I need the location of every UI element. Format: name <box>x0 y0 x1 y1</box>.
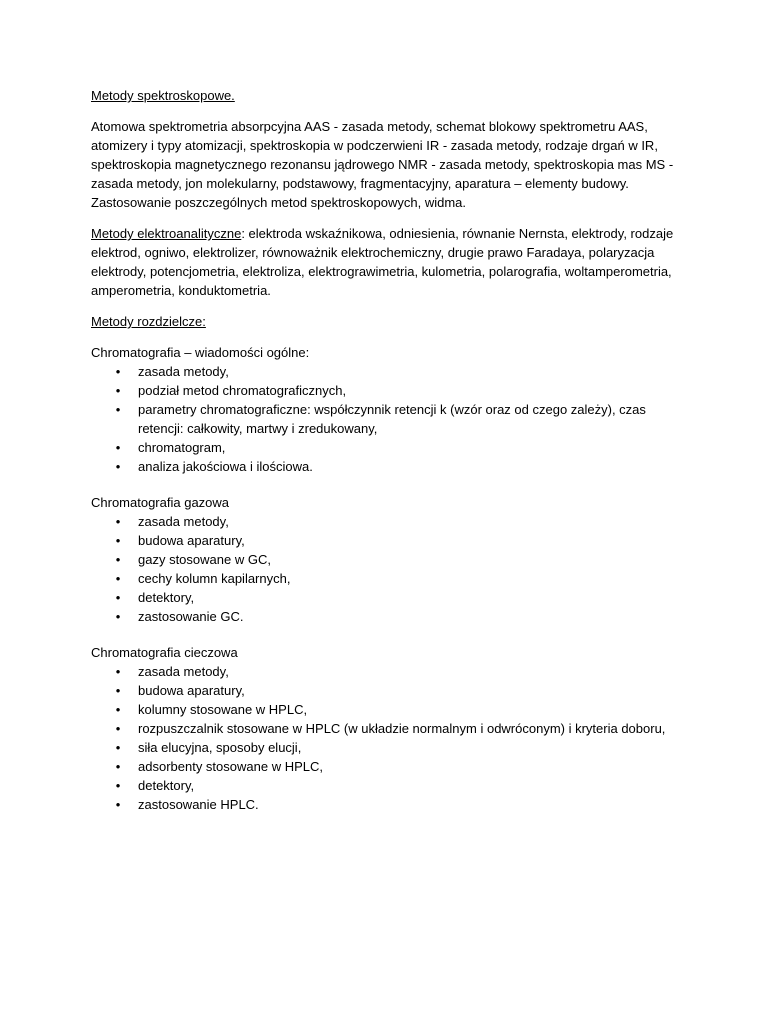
spacer <box>91 626 681 643</box>
list-item-text: podział metod chromatograficznych, <box>138 383 347 398</box>
spacer <box>91 331 681 343</box>
list-item-text: analiza jakościowa i ilościowa. <box>138 459 313 474</box>
list-item <box>115 662 681 681</box>
list-item <box>115 457 681 476</box>
list-item-text: zastosowanie GC. <box>138 609 244 624</box>
list-item-text: budowa aparatury, <box>138 683 245 698</box>
list-item <box>115 569 681 588</box>
list-item-text: siła elucyjna, sposoby elucji, <box>138 740 302 755</box>
bullet-icon: • <box>115 740 121 755</box>
list-item <box>115 776 681 795</box>
list-item-text: rozpuszczalnik stosowane w HPLC (w układzie normalnym i odwróconym) i kryteria doboru, <box>138 721 666 736</box>
spacer <box>91 476 681 493</box>
bullet-icon: • <box>115 533 121 548</box>
list-item-text: detektory, <box>138 778 195 793</box>
paragraph-elektroanalityczne <box>91 224 681 300</box>
list-chromatografia-gazowa <box>91 512 681 626</box>
bullet-icon: • <box>115 609 121 624</box>
list-item <box>115 700 681 719</box>
list-item <box>115 607 681 626</box>
bullet-icon: • <box>115 664 121 679</box>
list-item-text: gazy stosowane w GC, <box>138 552 271 567</box>
list-item-text: cechy kolumn kapilarnych, <box>138 571 291 586</box>
elektroanalityczne-text: : elektroda wskaźnikowa, odniesienia, równanie Nernsta, elektrody, rodzaje elektrod, ogniwo, elektrolizer, równoważnik elektrochemiczny, drugie prawo Faradaya, polaryzacja elektrody, potencjometria, elektroliza, elektrograwimetria, kulometria, polarografia, woltamperometria, amperometria, konduktometria. <box>91 226 674 298</box>
bullet-icon: • <box>115 552 121 567</box>
list-item-text: zasada metody, <box>138 664 229 679</box>
list-item-text: zastosowanie HPLC. <box>138 797 259 812</box>
bullet-icon: • <box>115 683 121 698</box>
heading-metody-rozdzielcze: Metody rozdzielcze: <box>91 314 206 329</box>
spacer <box>91 300 681 312</box>
list-item <box>115 738 681 757</box>
list-item <box>115 719 681 738</box>
list-item <box>115 400 681 438</box>
heading-metody-elektroanalityczne: Metody elektroanalityczne <box>91 226 242 241</box>
bullet-icon: • <box>115 440 121 455</box>
list-item-text: chromatogram, <box>138 440 226 455</box>
bullet-icon: • <box>115 797 121 812</box>
list-chromatografia-ogolne <box>91 362 681 476</box>
spacer <box>91 212 681 224</box>
document-body <box>91 86 681 814</box>
list-item-text: kolumny stosowane w HPLC, <box>138 702 308 717</box>
title-chromatografia-gazowa: Chromatografia gazowa <box>91 495 230 510</box>
bullet-icon: • <box>115 721 121 736</box>
list-item <box>115 381 681 400</box>
bullet-icon: • <box>115 383 121 398</box>
list-item <box>115 795 681 814</box>
list-item-text: zasada metody, <box>138 514 229 529</box>
list-item-text: detektory, <box>138 590 195 605</box>
list-item <box>115 438 681 457</box>
list-item-text: adsorbenty stosowane w HPLC, <box>138 759 323 774</box>
paragraph-spektroskopia: Atomowa spektrometria absorpcyjna AAS - zasada metody, schemat blokowy spektrometru AAS, atomizery i typy atomizacji, spektroskopia w podczerwieni IR - zasada metody, rodzaje drgań w IR, spektroskopia magnetycznego rezonansu jądrowego NMR - zasada metody, spektroskopia mas MS - zasada metody, jon molekularny, podstawowy, fragmentacyjny, aparatura – elementy budowy. Zastosowanie poszczególnych metod spektroskopowych, widma. <box>91 119 674 210</box>
spacer <box>91 105 681 117</box>
bullet-icon: • <box>115 571 121 586</box>
list-item-text: parametry chromatograficzne: współczynnik retencji k (wzór oraz od czego zależy), czas retencji: całkowity, martwy i zredukowany, <box>138 402 646 436</box>
title-chromatografia-ogolne: Chromatografia – wiadomości ogólne: <box>91 345 310 360</box>
list-item-text: budowa aparatury, <box>138 533 245 548</box>
list-item <box>115 757 681 776</box>
list-item <box>115 550 681 569</box>
bullet-icon: • <box>115 702 121 717</box>
bullet-icon: • <box>115 459 121 474</box>
title-chromatografia-cieczowa: Chromatografia cieczowa <box>91 645 238 660</box>
list-item <box>115 362 681 381</box>
bullet-icon: • <box>115 364 121 379</box>
bullet-icon: • <box>115 402 121 417</box>
bullet-icon: • <box>115 514 121 529</box>
bullet-icon: • <box>115 759 121 774</box>
list-item <box>115 512 681 531</box>
list-item <box>115 588 681 607</box>
list-item-text: zasada metody, <box>138 364 229 379</box>
bullet-icon: • <box>115 590 121 605</box>
heading-metody-spektroskopowe: Metody spektroskopowe. <box>91 88 235 103</box>
list-item <box>115 531 681 550</box>
bullet-icon: • <box>115 778 121 793</box>
list-item <box>115 681 681 700</box>
list-chromatografia-cieczowa <box>91 662 681 814</box>
